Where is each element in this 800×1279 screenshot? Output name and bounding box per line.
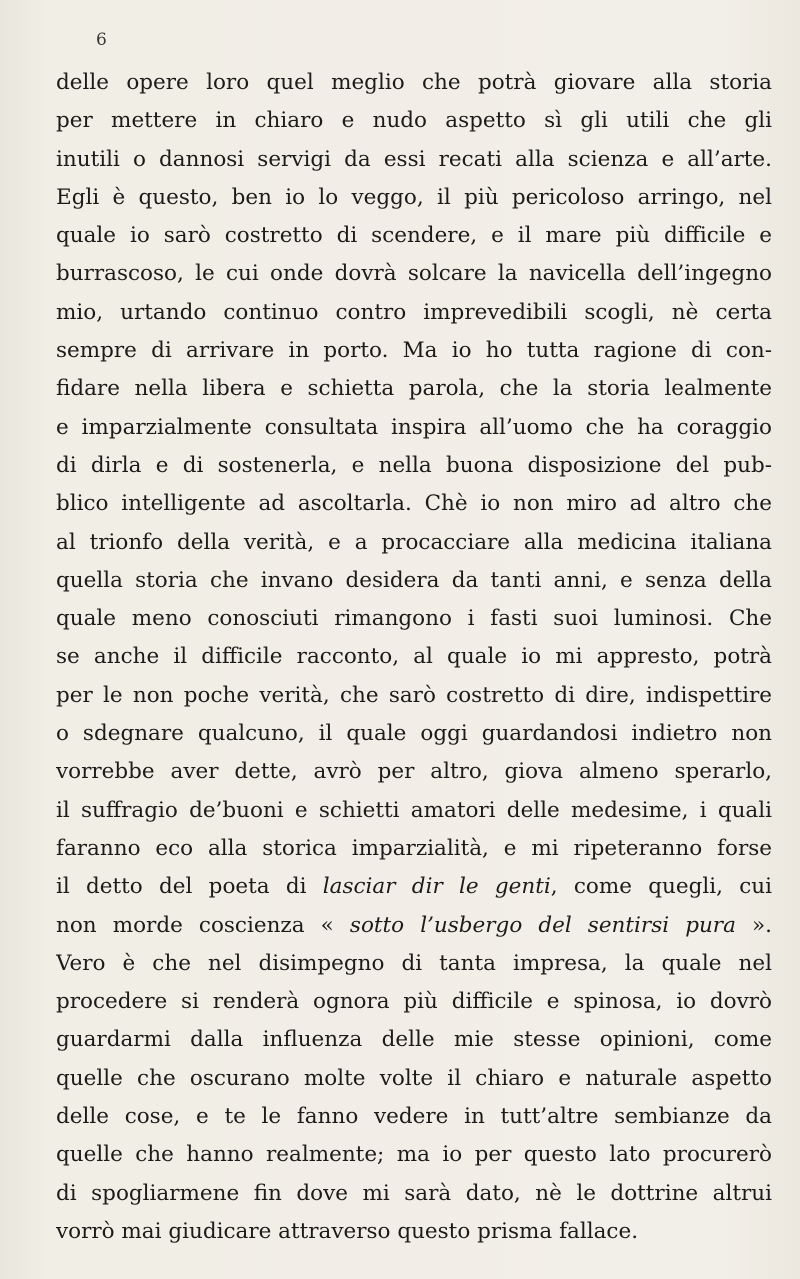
page-number: 6 bbox=[96, 30, 107, 50]
italic-quote: sotto l’usbergo del sentirsi pura bbox=[349, 912, 736, 938]
text-line: quelle che oscurano molte volte il chiaro e naturale aspetto bbox=[56, 1065, 772, 1091]
text-line: fidare nella libera e schietta parola, che la storia lealmente bbox=[56, 376, 772, 402]
text-line: il detto del poeta di lasciar dir le genti, come quegli, cui bbox=[56, 874, 772, 900]
text-line: il suffragio de’buoni e schietti amatori delle medesime, i quali bbox=[56, 797, 772, 823]
italic-quote: lasciar dir le genti bbox=[322, 874, 551, 900]
text-line: quale io sarò costretto di scendere, e il mare più difficile e bbox=[56, 223, 772, 249]
text-line: faranno eco alla storica imparzialità, e mi ripeteranno forse bbox=[56, 835, 772, 861]
text-line: guardarmi dalla influenza delle mie stesse opinioni, come bbox=[56, 1027, 772, 1053]
text-line: sempre di arrivare in porto. Ma io ho tutta ragione di con- bbox=[56, 338, 772, 364]
text-line: non morde coscienza « sotto l’usbergo del sentirsi pura ». bbox=[56, 912, 772, 938]
text-line: vorrò mai giudicare attraverso questo prisma fallace. bbox=[56, 1218, 639, 1244]
text-line: Egli è questo, ben io lo veggo, il più pericoloso arringo, nel bbox=[56, 184, 772, 210]
text-line: quella storia che invano desidera da tanti anni, e senza della bbox=[56, 567, 772, 593]
text-line: di dirla e di sostenerla, e nella buona disposizione del pub- bbox=[56, 452, 772, 478]
text-line: e imparzialmente consultata inspira all’uomo che ha coraggio bbox=[56, 414, 772, 440]
text-line: inutili o dannosi servigi da essi recati alla scienza e all’arte. bbox=[56, 146, 772, 172]
text-line: delle cose, e te le fanno vedere in tutt’altre sembianze da bbox=[56, 1104, 772, 1130]
text-line: se anche il difficile racconto, al quale io mi appresto, potrà bbox=[56, 644, 772, 670]
text-line: per le non poche verità, che sarò costretto di dire, indispettire bbox=[56, 682, 772, 708]
text-line: quelle che hanno realmente; ma io per questo lato procurerò bbox=[56, 1142, 772, 1168]
text-line: Vero è che nel disimpegno di tanta impresa, la quale nel bbox=[56, 950, 772, 976]
text-line: quale meno conosciuti rimangono i fasti suoi luminosi. Che bbox=[56, 606, 772, 632]
text-line: delle opere loro quel meglio che potrà giovare alla storia bbox=[56, 70, 772, 95]
text-line: o sdegnare qualcuno, il quale oggi guardandosi indietro non bbox=[56, 721, 772, 747]
text-line: al trionfo della verità, e a procacciare alla medicina italiana bbox=[56, 529, 772, 555]
text-line: procedere si renderà ognora più difficile e spinosa, io dovrò bbox=[56, 989, 772, 1015]
text-line: per mettere in chiaro e nudo aspetto sì gli utili che gli bbox=[56, 108, 772, 134]
text-line: burrascoso, le cui onde dovrà solcare la navicella dell’ingegno bbox=[56, 261, 772, 287]
body-text bbox=[56, 64, 772, 1251]
text-line: blico intelligente ad ascoltarla. Chè io non miro ad altro che bbox=[56, 491, 772, 517]
text-line: vorrebbe aver dette, avrò per altro, giova almeno sperarlo, bbox=[56, 759, 772, 785]
text-line: di spogliarmene fin dove mi sarà dato, nè le dottrine altrui bbox=[56, 1180, 772, 1206]
text-line: mio, urtando continuo contro imprevedibili scogli, nè certa bbox=[56, 299, 772, 325]
